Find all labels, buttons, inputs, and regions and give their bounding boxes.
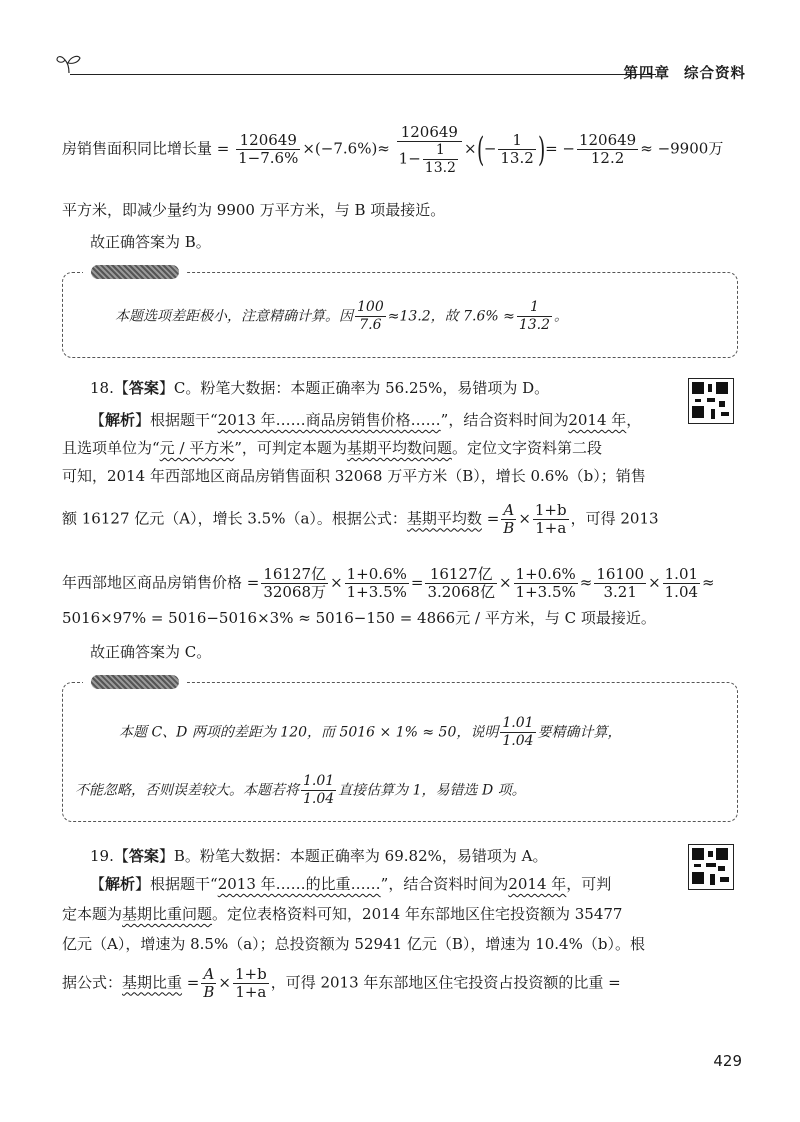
q18-answer-line: 18.【答案】C。粉笔大数据：本题正确率为 56.25%，易错项为 D。	[90, 379, 550, 397]
formula-line-1: 房销售面积同比增长量 = $\frac{120649}{1-7.6\%}$ ×(−7.6%)≈ 120649 1− $\frac{1}{13.2}$ ×(− $\frac{1}{13.2}$ )= − $\frac{120649}{12.2}$ ≈ −9900万	[62, 123, 724, 176]
fraction: $\frac{1}{13.2}$	[500, 131, 534, 167]
qr-code[interactable]	[688, 378, 734, 424]
fraction: 120649 1− $\frac{1}{13.2}$	[397, 124, 462, 177]
q18-formula-line: 年西部地区商品房销售价格 = $\frac{\text{16127亿}}{\text{32068万}}$ × $\frac{1+0.6\%}{1+3.5\%}$ = $\frac{\text{16127亿}}{\text{3.2068亿}}$ × $\frac{1+0.6\%}{1+3.5\%}$ ≈ $\frac{16100}{3.21}$ × $\frac{1.01}{1.04}$ ≈	[62, 565, 715, 601]
sprout-icon	[56, 52, 82, 74]
tip-box	[62, 272, 738, 358]
page-number: 429	[713, 1052, 742, 1070]
conclusion-line: 故正确答案为 B。	[90, 233, 211, 251]
q19-analysis-line-4: 据公式：基期比重 = $\frac{A}{B}$ × $\frac{1+b}{1+a}$ ，可得 2013 年东部地区住宅投资占投资额的比重 =	[62, 965, 621, 1001]
tip-box-badge	[83, 673, 187, 691]
page-header	[56, 50, 746, 84]
fraction: $\frac{120649}{1-7.6\%}$	[238, 131, 299, 167]
paragraph-line: 平方米，即减少量约为 9900 万平方米，与 B 项最接近。	[62, 201, 446, 219]
tip-box-badge	[83, 263, 187, 281]
tip-text-line-1: 本题 C、D 两项的差距为 120，而 5016 × 1% ≈ 50，说明 $\frac{1.01}{1.04}$ 要精确计算，	[119, 715, 622, 749]
q19-analysis-line-2: 定本题为基期比重问题。定位表格资料可知，2014 年东部地区住宅投资额为 35477	[62, 905, 623, 923]
chapter-title	[624, 62, 747, 83]
tip-text-line-2: 不能忽略，否则误差较大。本题若将 $\frac{1.01}{1.04}$ 直接估算为 1，易错选 D 项。	[75, 773, 526, 807]
q19-answer-line: 19.【答案】B。粉笔大数据：本题正确率为 69.82%，易错项为 A。	[90, 847, 548, 865]
chapter-section: 综合资料	[684, 66, 746, 82]
q18-analysis-line-2: 且选项单位为“元 / 平方米”，可判定本题为基期平均数问题。定位文字资料第二段	[62, 439, 602, 457]
header-rule	[70, 74, 656, 75]
q19-analysis-line-3: 亿元（A），增速为 8.5%（a）；总投资额为 52941 亿元（B），增速为 10.4%（b）。根	[62, 935, 645, 953]
chapter-number: 第四章	[623, 66, 670, 82]
qr-code[interactable]	[688, 844, 734, 890]
tip-box	[62, 682, 738, 822]
q18-analysis-line-1: 【解析】根据题干“2013 年……商品房销售价格……”，结合资料时间为2014 年，	[90, 411, 642, 429]
q19-analysis-line-1: 【解析】根据题干“2013 年……的比重……”，结合资料时间为2014 年，可判	[90, 875, 612, 893]
fraction: $\frac{120649}{12.2}$	[578, 131, 637, 167]
q18-conclusion-line: 故正确答案为 C。	[90, 643, 212, 661]
q18-result-line: 5016×97% = 5016−5016×3% ≈ 5016−150 = 4866元 / 平方米，与 C 项最接近。	[62, 609, 656, 627]
q18-analysis-line-3: 可知，2014 年西部地区商品房销售面积 32068 万平方米（B），增长 0.6%（b）；销售	[62, 467, 646, 485]
tip-text: 本题选项差距极小，注意精确计算。因 $\frac{100}{7.6}$ ≈13.2，故 7.6% ≈ $\frac{1}{13.2}$ 。	[115, 299, 569, 333]
q18-analysis-line-4: 额 16127 亿元（A），增长 3.5%（a）。根据公式：基期平均数 = $\frac{A}{B}$ × $\frac{1+b}{1+a}$ ，可得 2013	[62, 501, 659, 537]
